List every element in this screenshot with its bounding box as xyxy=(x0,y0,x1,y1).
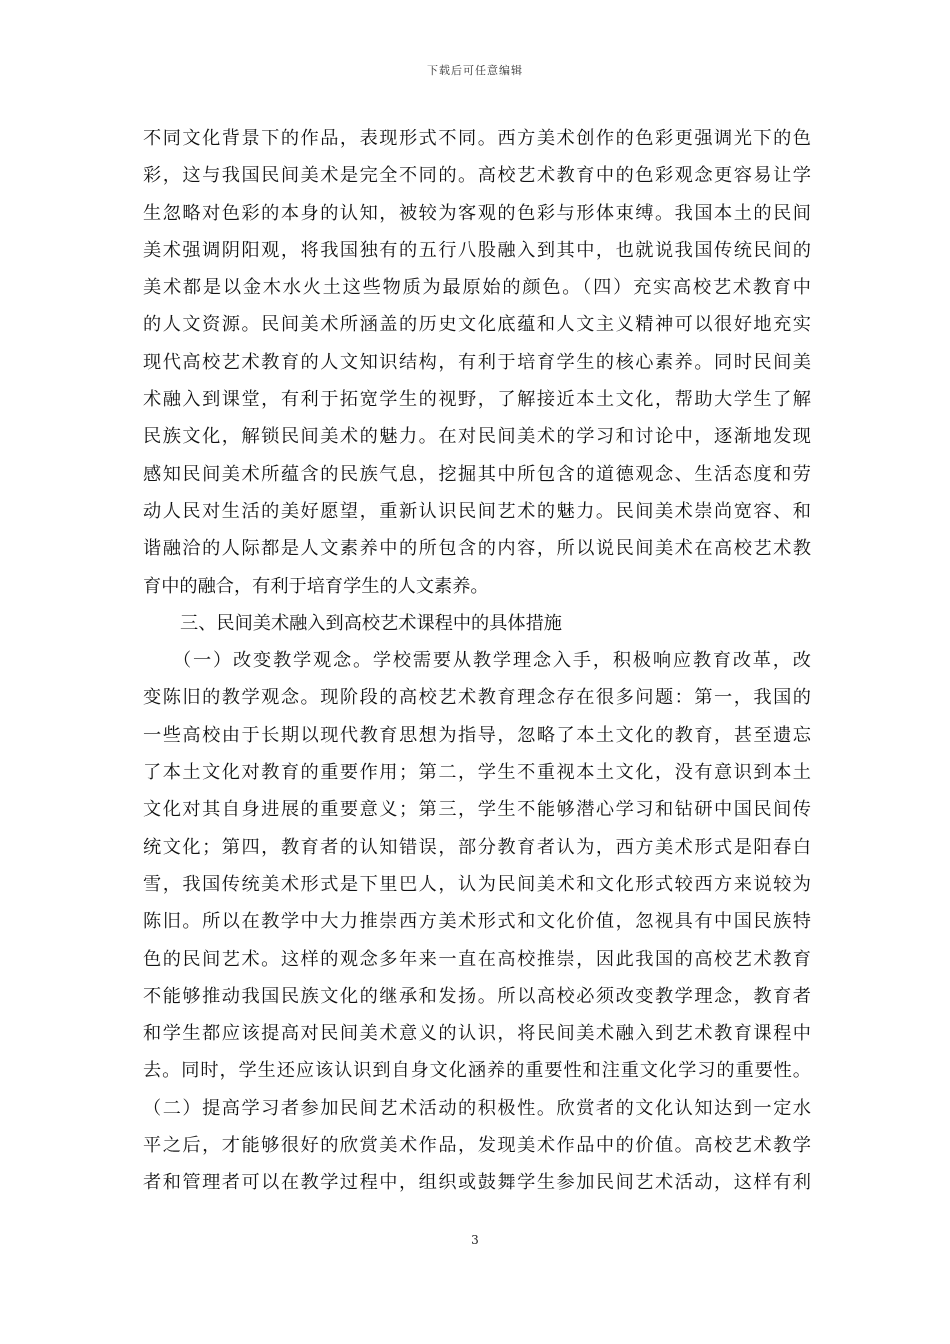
section-heading: 三、民间美术融入到高校艺术课程中的具体措施 xyxy=(180,612,562,634)
body-line: 育中的融合，有利于培育学生的人文素养。 xyxy=(143,575,489,597)
body-line: 者和管理者可以在教学过程中，组织或鼓舞学生参加民间艺术活动，这样有利 xyxy=(143,1172,811,1194)
body-line: 美术强调阴阳观，将我国独有的五行八股融入到其中，也就说我国传统民间的 xyxy=(143,239,811,261)
body-line: 去。同时，学生还应该认识到自身文化涵养的重要性和注重文化学习的重要性。 xyxy=(143,1060,811,1082)
body-line: 谐融洽的人际都是人文素养中的所包含的内容，所以说民间美术在高校艺术教 xyxy=(143,538,811,560)
body-line: 不同文化背景下的作品，表现形式不同。西方美术创作的色彩更强调光下的色 xyxy=(143,128,811,149)
body-line: 文化对其自身进展的重要意义；第三，学生不能够潜心学习和钻研中国民间传 xyxy=(143,799,811,821)
body-line: 现代高校艺术教育的人文知识结构，有利于培育学生的核心素养。同时民间美 xyxy=(143,351,811,373)
body-line: 不能够推动我国民族文化的继承和发扬。所以高校必须改变教学理念，教育者 xyxy=(143,985,811,1007)
body-line: 变陈旧的教学观念。现阶段的高校艺术教育理念存在很多问题：第一，我国的 xyxy=(143,687,811,709)
body-line: 色的民间艺术。这样的观念多年来一直在高校推崇，因此我国的高校艺术教育 xyxy=(143,948,811,970)
body-line: （一）改变教学观念。学校需要从教学理念入手，积极响应教育改革，改 xyxy=(173,650,811,672)
body-line: 美术都是以金木水火土这些物质为最原始的颜色。（四）充实高校艺术教育中 xyxy=(143,277,811,299)
body-line: 动人民对生活的美好愿望，重新认识民间艺术的魅力。民间美术崇尚宽容、和 xyxy=(143,500,811,522)
body-line: 彩，这与我国民间美术是完全不同的。高校艺术教育中的色彩观念更容易让学 xyxy=(143,165,811,187)
body-line: 的人文资源。民间美术所涵盖的历史文化底蕴和人文主义精神可以很好地充实 xyxy=(143,314,811,336)
body-line: 术融入到课堂，有利于拓宽学生的视野，了解接近本土文化，帮助大学生了解 xyxy=(143,389,811,411)
page-header: 下载后可任意编辑 xyxy=(427,64,523,77)
body-line: 平之后，才能够很好的欣赏美术作品，发现美术作品中的价值。高校艺术教学 xyxy=(143,1135,811,1157)
body-line: 雪，我国传统美术形式是下里巴人，认为民间美术和文化形式较西方来说较为 xyxy=(143,873,811,895)
body-line: 一些高校由于长期以现代教育思想为指导，忽略了本土文化的教育，甚至遗忘 xyxy=(143,724,811,746)
body-line: 和学生都应该提高对民间美术意义的认识，将民间美术融入到艺术教育课程中 xyxy=(143,1023,811,1045)
page-number: 3 xyxy=(471,1233,479,1247)
body-line: 了本土文化对教育的重要作用；第二，学生不重视本土文化，没有意识到本土 xyxy=(143,762,811,784)
body-line: 感知民间美术所蕴含的民族气息，挖掘其中所包含的道德观念、生活态度和劳 xyxy=(143,463,811,485)
document-body xyxy=(143,120,811,1202)
body-line: （二）提高学习者参加民间艺术活动的积极性。欣赏者的文化认知达到一定水 xyxy=(143,1097,811,1119)
body-line: 陈旧。所以在教学中大力推崇西方美术形式和文化价值，忽视具有中国民族特 xyxy=(143,911,811,933)
body-line: 生忽略对色彩的本身的认知，被较为客观的色彩与形体束缚。我国本土的民间 xyxy=(143,202,811,224)
body-line: 统文化；第四，教育者的认知错误，部分教育者认为，西方美术形式是阳春白 xyxy=(143,836,811,858)
body-line: 民族文化，解锁民间美术的魅力。在对民间美术的学习和讨论中，逐渐地发现 xyxy=(143,426,811,448)
